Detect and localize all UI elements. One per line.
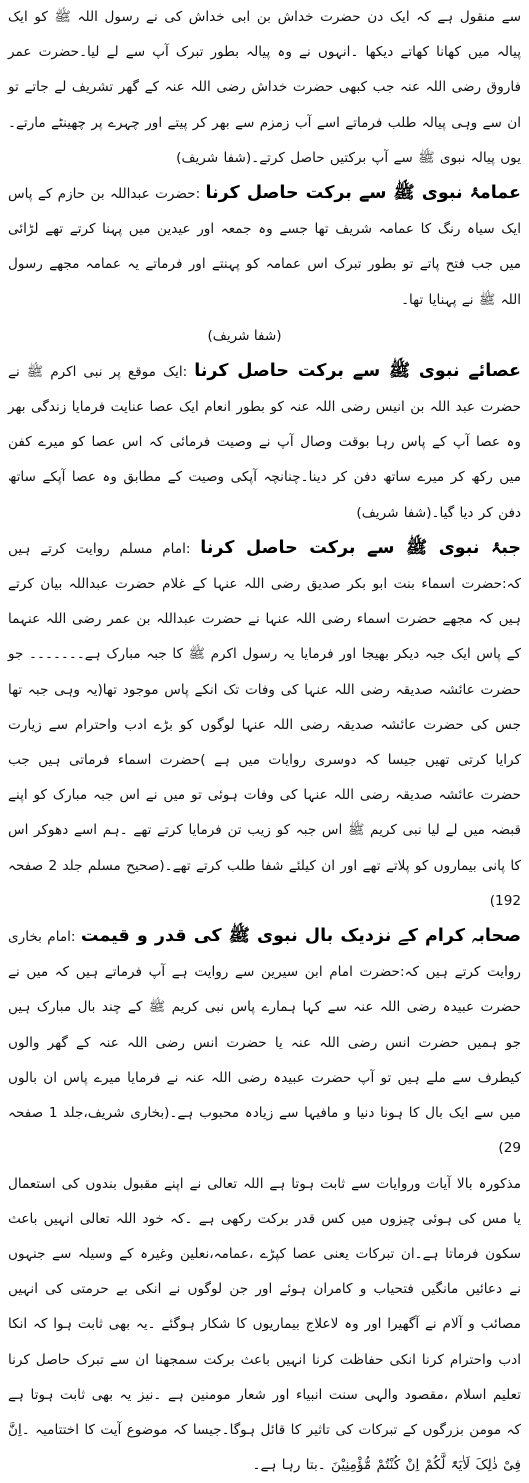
cloak-body: :امام مسلم روایت کرتے ہیں کہ:حضرت اسماء بنت ابو بکر صدیق رضی اللہ عنہا کے غلام حضرت عبداللہ بیان کرتے ہیں کہ مجھے حضرت اسماء رضی اللہ عنہا نے حضرت عبداللہ بن عمر رضی اللہ عنہما کے پاس ایک جبہ دیکر بھیجا اور فرمایا یہ رسول اکرم ﷺ کا جبہ مبارک ہے۔۔۔۔۔۔۔ جو حضرت عائشہ صدیقہ رضی اللہ عنہا کی وفات تک انکے پاس موجود تھا(یہ وہی جبہ تھا جس کی حضرت عائشہ صدیقہ رضی اللہ عنہا لوگوں کو بڑے ادب واحترام سے زیارت کرایا کرتی تھیں جیسا کہ دوسری روایات میں ہے )حضرت اسماء فرماتی ہیں جب حضرت عائشہ صدیقہ رضی اللہ عنہا کی وفات ہوئی تو میں نے اس جبہ مبارک کو اپنے قبضہ میں لے لیا نبی کریم ﷺ اس جبہ کو زیب تن فرمایا کرتے تھے ۔ہم اسے دھوکر اس کا پانی بیماروں کو پلاتے تھے اور ان کیلئے شفا طلب کرتے تھے۔(صحیح مسلم جلد 2 صفحہ 192) xyxy=(8,541,521,909)
turban-body: :حضرت عبداللہ بن حازم کے پاس ایک سیاہ رنگ کا عمامہ شریف تھا جسے وہ جمعہ اور عیدین میں پہنا کرتے تھے لڑائی میں جب فتح پاتے تو بطور تبرک اس عمامہ کو پہنتے اور فرماتے یہ عمامہ مجھے رسول اللہ ﷺ نے پہنایا تھا۔ xyxy=(8,186,521,308)
conclusion-paragraph xyxy=(8,1167,521,1483)
cloak-heading: جبۂ نبوی ﷺ سے برکت حاصل کرنا xyxy=(200,538,521,558)
hair-heading: صحابہ کرام کے نزدیک بال نبوی ﷺ کی قدر و قیمت xyxy=(81,926,521,946)
turban-citation: (شفا شریف) xyxy=(8,318,521,354)
hair-paragraph xyxy=(8,919,521,1166)
cloak-paragraph xyxy=(8,531,521,919)
staff-body: :ایک موقع پر نبی اکرم ﷺ نے حضرت عبد اللہ بن انیس رضی اللہ عنہ کو بطور انعام ایک عصا عنایت فرمایا زندگی بھر وہ عصا آپ کے پاس رہا بوقت وصال آپ نے وصیت فرمائی کہ اس عصا کو میرے کفن میں رکھ کر میرے ساتھ دفن کر دینا۔چنانچہ آپکی وصیت کے مطابق وہ عصا آپکے ساتھ دفن کر دیا گیا۔(شفا شریف) xyxy=(8,364,521,521)
conclusion-body: مذکورہ بالا آیات وروایات سے ثابت ہوتا ہے اللہ تعالی نے اپنے مقبول بندوں کی استعمال یا مس کی ہوئی چیزوں میں کس قدر برکت رکھی ہے ۔کہ خود اللہ تعالی انہیں باعث سکون فرماتا ہے۔ان تبرکات یعنی عصا کپڑے ،عمامہ،نعلین وغیرہ کے وسیلہ سے جنہوں نے دعائیں مانگیں فتحیاب و کامران ہوئے اور جن لوگوں نے انکی بے حرمتی کی انہیں مصائب و آلام نے آگھیرا اور وہ لاعلاج بیماریوں کا شکار ہوگئے ۔یہ بھی ثابت ہوا کہ انکا ادب واحترام کرنا انکی حفاظت کرنا انہیں باعث برکت سمجھنا ان سے تبرک حاصل کرنا تعلیم اسلام ،مقصود والہی سنت انبیاء اور شعار مومنین ہے ۔نیز یہ بھی ثابت ہوتا ہے کہ مومن بزرگوں کے تبرکات کی تاثیر کا قائل ہوگا۔جیسا کہ موضوع آیت کا اختتامیہ ۔اِنَّ فِیْ ذٰلِکَ لَاٰیَۃً لَّکُمْ اِنْ کُنْتُمْ مُّؤْمِنِیْنَ ۔بتا رہا ہے۔ xyxy=(8,1176,521,1474)
turban-heading: عمامۂ نبوی ﷺ سے برکت حاصل کرنا xyxy=(206,183,521,203)
turban-paragraph xyxy=(8,176,521,318)
staff-heading: عصائے نبوی ﷺ سے برکت حاصل کرنا xyxy=(194,361,521,381)
cup-body: سے منقول ہے کہ ایک دن حضرت خداش بن ابی خداش کی نے رسول اللہ ﷺ کو ایک پیالہ میں کھانا کھاتے دیکھا ۔انہوں نے وہ پیالہ بطور تبرک آپ سے لے لیا۔حضرت عمر فاروق رضی اللہ عنہ جب کبھی حضرت خداش رضی اللہ عنہ کے گھر تشریف لے جاتے تو ان سے وہی پیالہ طلب فرماتے اسے آب زمزم سے بھر کر پیتے اور چہرے پر چھینٹے مارتے۔یوں پیالہ نبوی ﷺ سے آپ برکتیں حاصل کرتے۔(شفا شریف) xyxy=(8,9,521,166)
hair-body: :امام بخاری روایت کرتے ہیں کہ:حضرت امام ابن سیرین سے روایت ہے آپ فرماتے ہیں کہ میں نے حضرت عبیدہ رضی اللہ عنہ سے کہا ہمارے پاس نبی کریم ﷺ کے چند بال مبارک ہیں جو ہمیں حضرت انس رضی اللہ عنہ یا حضرت انس رضی اللہ عنہ کے گھر والوں کیطرف سے ملے ہیں تو آپ حضرت عبیدہ رضی اللہ عنہ نے فرمایا میرے پاس ان بالوں میں سے ایک بال کا ہونا دنیا و مافیہا سے زیادہ محبوب ہے۔(بخاری شریف،جلد 1 صفحہ 29) xyxy=(8,929,521,1156)
staff-paragraph xyxy=(8,354,521,531)
cup-paragraph xyxy=(8,0,521,176)
